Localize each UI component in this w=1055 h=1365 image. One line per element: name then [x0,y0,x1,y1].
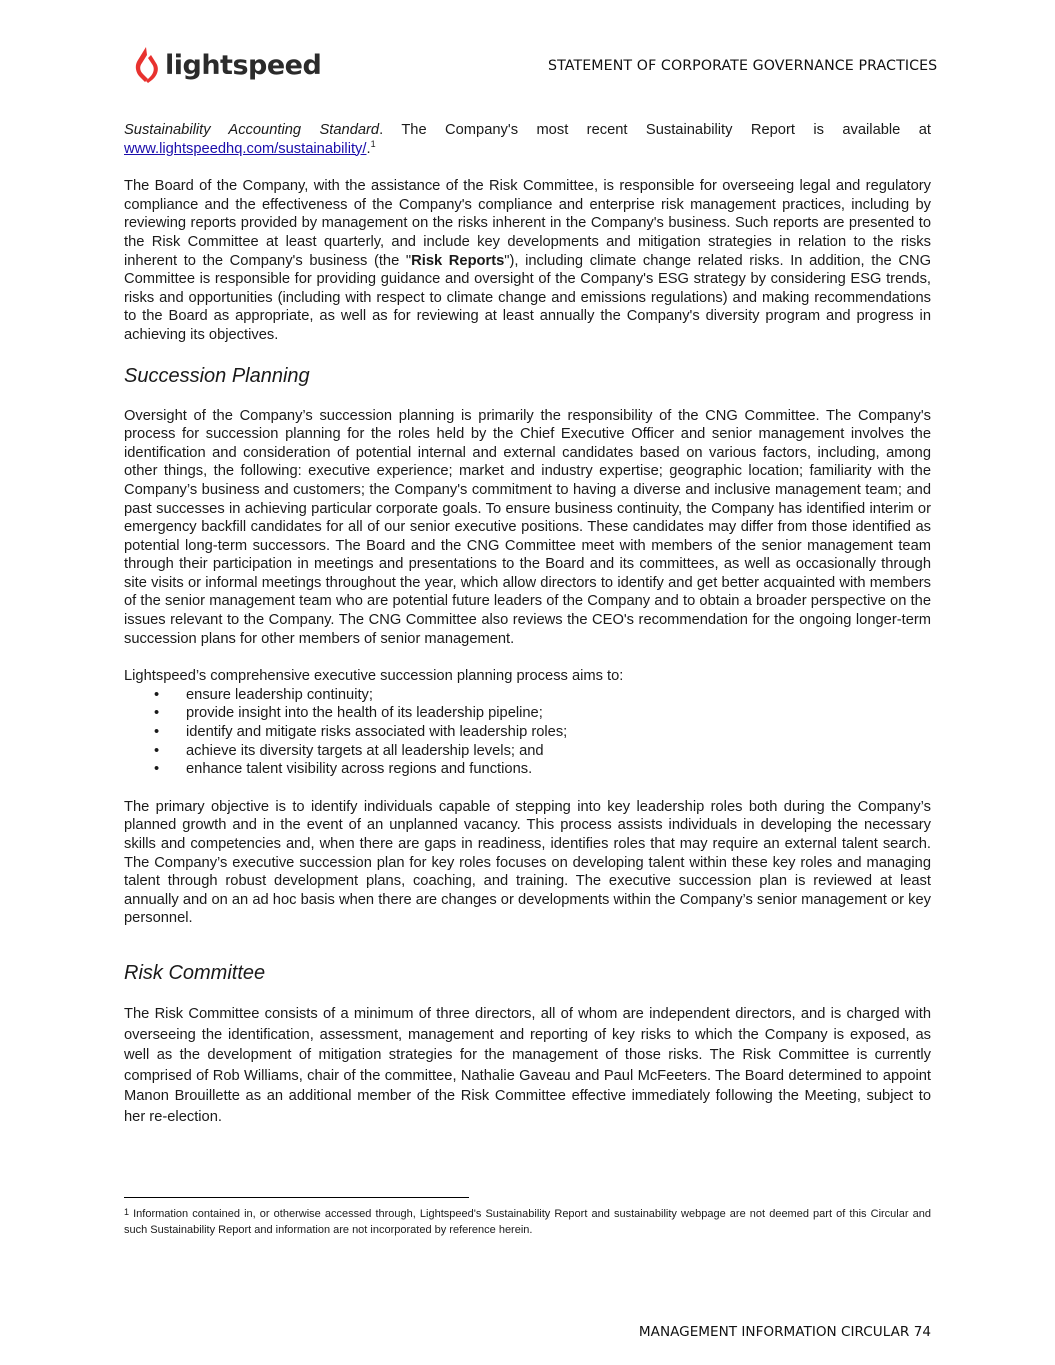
document-title: STATEMENT OF CORPORATE GOVERNANCE PRACTICES [548,58,938,74]
intro-italic: Sustainability Accounting Standard [124,122,380,138]
intro-link-line [124,140,931,159]
risk-committee-section [124,1004,931,1128]
risk-committee-paragraph: The Risk Committee consists of a minimum of three directors, all of whom are independent directors, and is charged with overseeing the identification, assessment, management and reporting of key risks to which the Company is exposed, as well as the development of mitigation strategies for the management of those risks. The Risk Committee is currently comprised of Rob Williams, chair of the committee, Nathalie Gaveau and Paul McFeeters. The Board determined to appoint Manon Brouillette as an additional member of the Risk Committee effective immediately following the Meeting, subject to her re-election. [124,1005,931,1125]
board-paragraph [124,177,931,344]
intro-text: . The Company's most recent Sustainability Report is available at [379,122,931,138]
page-footer: MANAGEMENT INFORMATION CIRCULAR 74 [638,1324,931,1340]
succession-paragraph: Oversight of the Company’s succession planning is primarily the responsibility of the CNG Committee. The Company's process for succession planning for the roles held by the Chief Executive Officer and senior management involves the identification and consideration of potential internal and external candidates based on various factors, including, among other things, the following: executive experience; market and industry expertise; geographic location; familiarity with the Company’s business and customers; the Company's commitment to having a diverse and inclusive management team; and past successes in achieving particular corporate goals. To ensure business continuity, the Company has identified interim or emergency backfill candidates for all of our senior executive positions. These candidates may differ from those identified as potential long-term successors. The Board and the CNG Committee meet with members of the senior management team through their participation in meetings and presentations to the Board and its committees, as well as occasionally through site visits or informal meetings throughout the year, which allow directors to identify and get better acquainted with members of the senior management team who are potential future leaders of the Company and to obtain a broader perspective on the issues relevant to the Company. The CNG Committee also reviews the CEO's recommendation for the ongoing longer-term succession plans for other members of senior management. [124,407,931,647]
board-bold-term: Risk Reports [411,252,505,269]
list-item: • identify and mitigate risks associated with leadership roles; [124,723,931,742]
footnote [124,1206,931,1238]
list-item: • enhance talent visibility across regions and functions. [124,760,931,779]
risk-committee-heading: Risk Committee [124,961,266,984]
succession-list-intro: Lightspeed’s comprehensive executive succession planning process aims to: [124,668,624,685]
footnote-divider [124,1197,469,1198]
logo-wordmark: lightspeed [165,49,322,81]
succession-bullet-list [124,686,931,779]
list-item: • provide insight into the health of its leadership pipeline; [124,704,931,723]
succession-heading: Succession Planning [124,364,310,387]
board-text-2: "), including climate change related risks. In addition, the CNG Committee is responsible for providing guidance and oversight of the Company's ESG strategy by considering ESG trends, risks and opportunities (including with respect to climate change and emissions regulations) and making recommendations to the Board as appropriate, as well as for reviewing at least annually the Company's diversity program and progress in achieving its objectives. [124,252,931,343]
link-period: . [366,140,371,157]
list-item: • achieve its diversity targets at all leadership levels; and [124,742,931,761]
footnote-number: 1 [124,1207,130,1217]
footnote-ref: 1 [370,138,376,149]
intro-paragraph [124,121,931,140]
footnote-text: Information contained in, or otherwise accessed through, Lightspeed's Sustainability Report and sustainability webpage are not deemed part of this Circular and such Sustainability Report and information are not incorporated by reference herein. [124,1208,931,1236]
company-logo [135,46,321,84]
flame-icon [135,46,161,84]
board-text-1: The Board of the Company, with the assistance of the Risk Committee, is responsible for overseeing legal and regulatory compliance and the effectiveness of the Company's compliance and enterprise risk management practices, including by reviewing reports provided by management on the risks inherent in the Company's business. Such reports are presented to the Risk Committee at least quarterly, and include key developments and mitigation strategies in relation to the risks inherent to the Company's business (the " [124,178,931,269]
sustainability-link[interactable]: www.lightspeedhq.com/sustainability/ [124,140,367,157]
objective-paragraph: The primary objective is to identify individuals capable of stepping into key leadership roles both during the Company’s planned growth and in the event of an unplanned vacancy. This process assists individuals in developing the necessary skills and competencies and, when there are gaps in readiness, identifies roles that may require an external talent search. The Company’s executive succession plan for key roles focuses on developing talent within these key roles and managing talent through robust development plans, coaching, and training. The executive succession plan is reviewed at least annually and on an ad hoc basis when there are changes or developments within the Company’s senior management or key personnel. [124,798,931,927]
page-content [124,121,931,1128]
list-item: • ensure leadership continuity; [124,686,931,705]
